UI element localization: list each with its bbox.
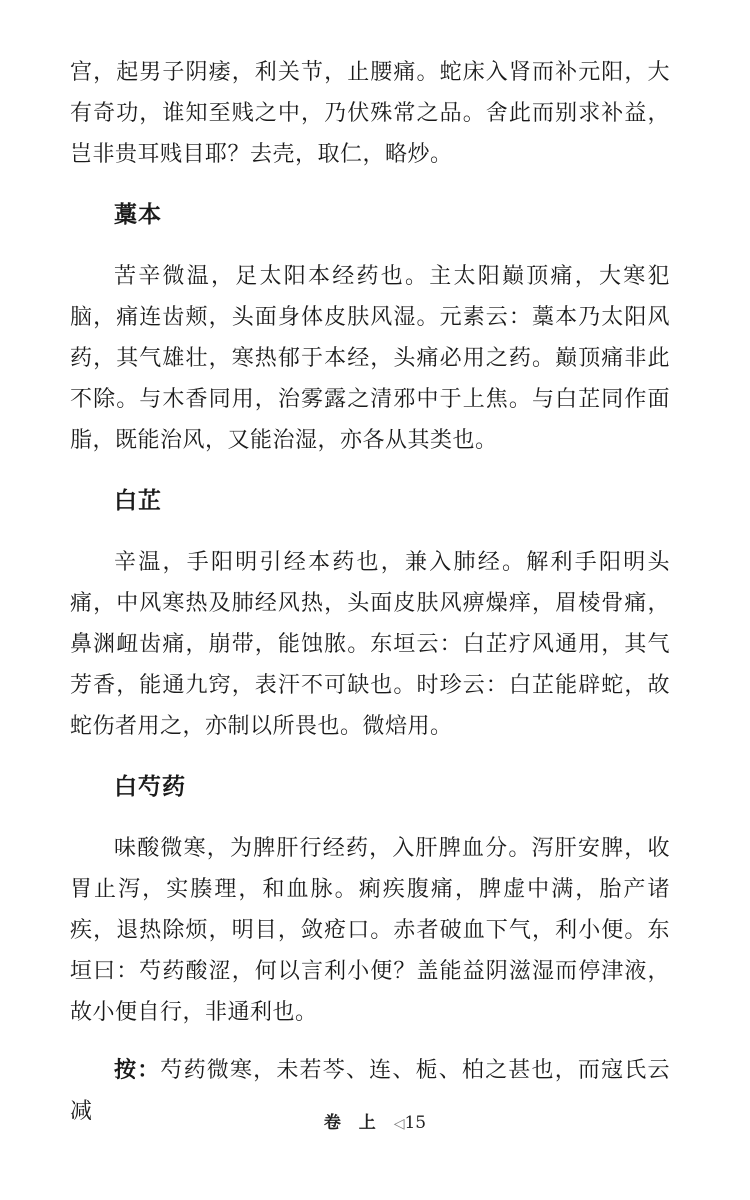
page-marker-icon: ◁	[393, 1116, 405, 1132]
paragraph-baizhi: 辛温，手阳明引经本药也，兼入肺经。解利手阳明头痛，中风寒热及肺经风热，头面皮肤风痹燥痒，眉棱骨痛，鼻渊衄齿痛，崩带，能蚀脓。东垣云：白芷疗风通用，其气芳香，能通九窍，表汗不可缺也。时珍云：白芷能辟蛇，故蛇伤者用之，亦制以所畏也。微焙用。	[70, 550, 670, 739]
heading-gaoben: 藁本	[114, 202, 162, 228]
note-text: 芍药微寒，未若芩、连、栀、柏之甚也，而寇氏云减	[70, 1058, 670, 1124]
paragraph-gaoben: 苦辛微温，足太阳本经药也。主太阳巅顶痛，大寒犯脑，痛连齿颊，头面身体皮肤风湿。元素云：藁本乃太阳风药，其气雄壮，寒热郁于本经，头痛必用之药。巅顶痛非此不除。与木香同用，治雾露之清邪中于上焦。与白芷同作面脂，既能治风，又能治湿，亦各从其类也。	[70, 264, 670, 453]
note-label: 按：	[114, 1058, 161, 1083]
intro-paragraph: 宫，起男子阴痿，利关节，止腰痛。蛇床入肾而补元阳，大有奇功，谁知至贱之中，乃伏殊常之品。舍此而别求补益，岂非贵耳贱目耶？去壳，取仁，略炒。	[70, 60, 670, 167]
page-footer	[0, 1108, 750, 1133]
page-number: 15	[404, 1113, 427, 1133]
heading-baishaoyao: 白芍药	[114, 774, 186, 800]
page-content	[70, 52, 670, 1132]
heading-baizhi: 白芷	[114, 488, 162, 514]
volume-label: 卷 上	[323, 1113, 382, 1133]
paragraph-baishaoyao: 味酸微寒，为脾肝行经药，入肝脾血分。泻肝安脾，收胃止泻，实腠理，和血脉。痢疾腹痛，脾虚中满，胎产诸疾，退热除烦，明目，敛疮口。赤者破血下气，利小便。东垣曰：芍药酸涩，何以言利小便？盖能益阴滋湿而停津液，故小便自行，非通利也。	[70, 836, 670, 1025]
